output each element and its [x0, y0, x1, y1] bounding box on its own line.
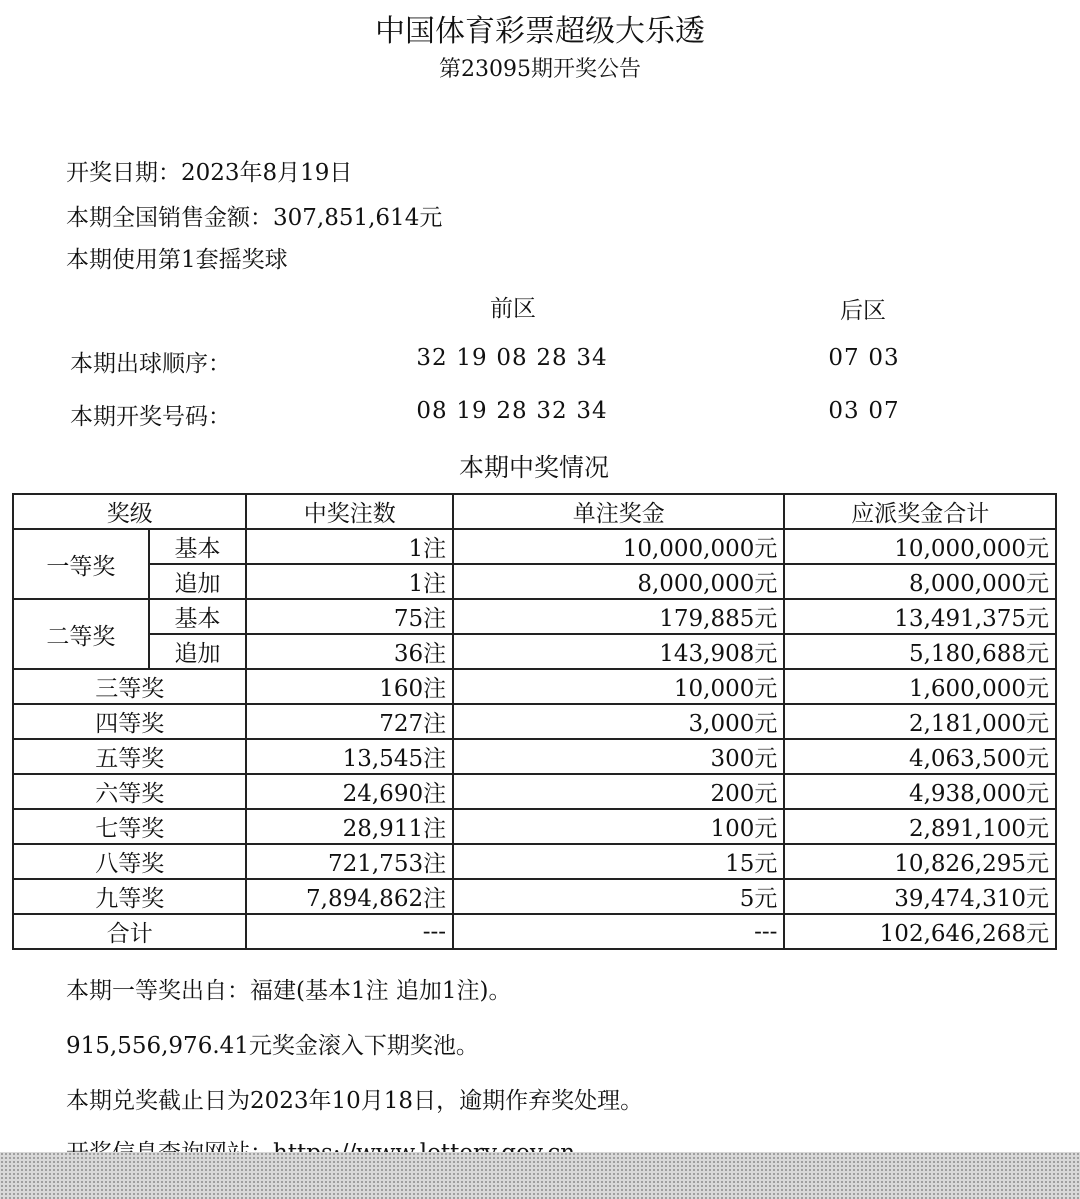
unit-prize: 15元 — [453, 844, 784, 879]
jackpot-origin: 本期一等奖出自：福建(基本1注 追加1注)。 — [66, 978, 512, 1004]
issue-subtitle: 第23095期开奖公告 — [439, 57, 641, 82]
total-prize: 10,826,295元 — [784, 844, 1056, 879]
unit-prize: 179,885元 — [453, 599, 784, 634]
table-row — [13, 844, 1056, 879]
prize-level: 七等奖 — [13, 809, 246, 844]
draw-order-back-numbers — [824, 345, 904, 371]
draw-result-front-numbers — [412, 398, 612, 424]
total-count: --- — [246, 914, 453, 949]
total-prize: 10,000,000元 — [784, 529, 1056, 564]
total-prize: 2,181,000元 — [784, 704, 1056, 739]
header-unit-prize: 单注奖金 — [453, 494, 784, 529]
ball-number: 28 — [496, 398, 528, 424]
prize-level: 八等奖 — [13, 844, 246, 879]
prize-level: 一等奖 — [13, 529, 149, 599]
winner-count: 1注 — [246, 529, 453, 564]
prize-type: 追加 — [149, 634, 247, 669]
ball-number: 32 — [416, 345, 448, 371]
draw-result-label: 本期开奖号码： — [70, 404, 231, 430]
prize-type: 基本 — [149, 599, 247, 634]
table-row — [13, 529, 1056, 564]
back-zone-label: 后区 — [840, 298, 886, 324]
ball-number: 19 — [456, 345, 488, 371]
draw-date: 开奖日期：2023年8月19日 — [66, 160, 353, 186]
ball-number: 34 — [576, 398, 608, 424]
total-prize: 39,474,310元 — [784, 879, 1056, 914]
table-row — [13, 564, 1056, 599]
table-row — [13, 669, 1056, 704]
total-label: 合计 — [13, 914, 246, 949]
grand-total: 102,646,268元 — [784, 914, 1056, 949]
ball-set-note: 本期使用第1套摇奖球 — [66, 247, 288, 273]
prize-level: 五等奖 — [13, 739, 246, 774]
unit-prize: 10,000元 — [453, 669, 784, 704]
winner-count: 727注 — [246, 704, 453, 739]
unit-prize: 8,000,000元 — [453, 564, 784, 599]
unit-prize: 143,908元 — [453, 634, 784, 669]
announcement-title: 中国体育彩票超级大乐透 — [375, 14, 705, 49]
winner-count: 28,911注 — [246, 809, 453, 844]
ball-number: 19 — [456, 398, 488, 424]
unit-prize: 5元 — [453, 879, 784, 914]
claim-deadline: 本期兑奖截止日为2023年10月18日，逾期作弃奖处理。 — [66, 1088, 644, 1114]
total-prize: 8,000,000元 — [784, 564, 1056, 599]
prize-level: 九等奖 — [13, 879, 246, 914]
unit-prize: 100元 — [453, 809, 784, 844]
winner-count: 36注 — [246, 634, 453, 669]
total-prize: 1,600,000元 — [784, 669, 1056, 704]
unit-prize: 200元 — [453, 774, 784, 809]
total-prize: 2,891,100元 — [784, 809, 1056, 844]
prize-type: 追加 — [149, 564, 247, 599]
ball-number: 03 — [828, 398, 860, 424]
table-row — [13, 599, 1056, 634]
prize-type: 基本 — [149, 529, 247, 564]
table-row — [13, 739, 1056, 774]
table-row — [13, 809, 1056, 844]
prize-level: 六等奖 — [13, 774, 246, 809]
winner-count: 7,894,862注 — [246, 879, 453, 914]
winner-count: 13,545注 — [246, 739, 453, 774]
unit-prize: 10,000,000元 — [453, 529, 784, 564]
unit-prize: 300元 — [453, 739, 784, 774]
front-zone-label: 前区 — [490, 296, 536, 322]
winner-count: 721,753注 — [246, 844, 453, 879]
ball-number: 28 — [536, 345, 568, 371]
ball-number: 07 — [868, 398, 900, 424]
draw-order-front-numbers — [412, 345, 612, 371]
ball-number: 03 — [868, 345, 900, 371]
table-row — [13, 634, 1056, 669]
prize-table — [12, 493, 1057, 950]
winner-count: 75注 — [246, 599, 453, 634]
total-prize: 4,063,500元 — [784, 739, 1056, 774]
prize-section-title: 本期中奖情况 — [458, 453, 609, 482]
ball-number: 08 — [416, 398, 448, 424]
ball-number: 34 — [576, 345, 608, 371]
total-prize: 5,180,688元 — [784, 634, 1056, 669]
header-count: 中奖注数 — [246, 494, 453, 529]
prize-level: 二等奖 — [13, 599, 149, 669]
ball-number: 32 — [536, 398, 568, 424]
total-unit: --- — [453, 914, 784, 949]
header-level: 奖级 — [13, 494, 246, 529]
dotted-overlay-strip — [0, 1152, 1080, 1199]
total-prize: 4,938,000元 — [784, 774, 1056, 809]
ball-number: 07 — [828, 345, 860, 371]
unit-prize: 3,000元 — [453, 704, 784, 739]
winner-count: 24,690注 — [246, 774, 453, 809]
winner-count: 1注 — [246, 564, 453, 599]
header-total-prize: 应派奖金合计 — [784, 494, 1056, 529]
winner-count: 160注 — [246, 669, 453, 704]
draw-result-back-numbers — [824, 398, 904, 424]
table-header-row — [13, 494, 1056, 529]
draw-order-label: 本期出球顺序： — [70, 351, 231, 377]
sales-amount: 本期全国销售金额：307,851,614元 — [66, 205, 443, 231]
total-prize: 13,491,375元 — [784, 599, 1056, 634]
pool-rollover: 915,556,976.41元奖金滚入下期奖池。 — [66, 1033, 479, 1059]
ball-number: 08 — [496, 345, 528, 371]
table-row — [13, 704, 1056, 739]
table-row — [13, 879, 1056, 914]
prize-level: 三等奖 — [13, 669, 246, 704]
table-total-row — [13, 914, 1056, 949]
table-row — [13, 774, 1056, 809]
prize-level: 四等奖 — [13, 704, 246, 739]
